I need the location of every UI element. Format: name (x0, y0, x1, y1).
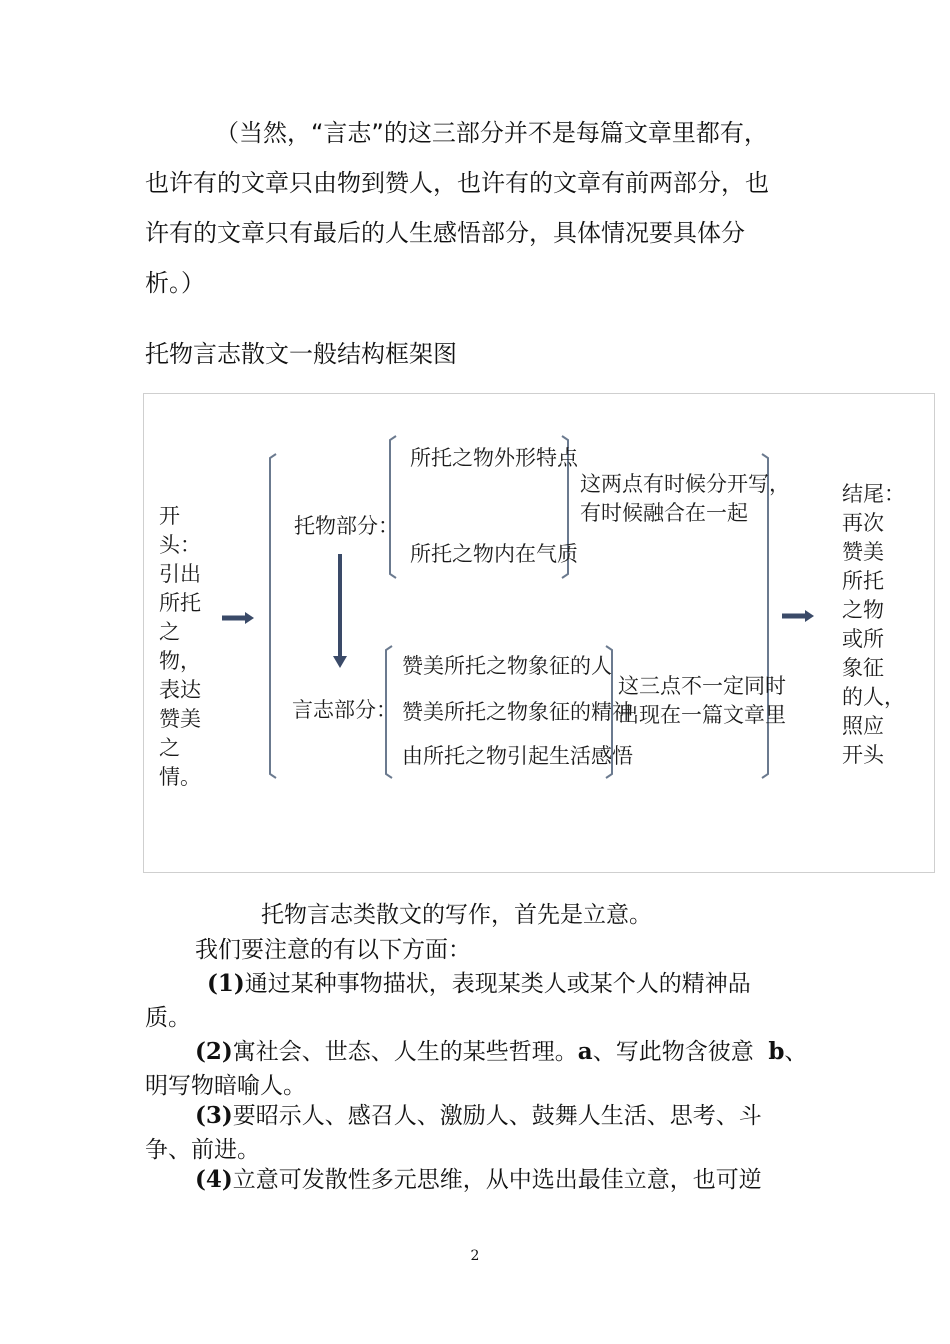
item-2-text-c: 、 (784, 1039, 808, 1065)
opening-line: 表达 (159, 678, 201, 702)
item-1-number: (1) (207, 970, 245, 997)
opening-line: 开头： (159, 504, 201, 557)
item-3-text-cont: 争、前进。 (145, 1137, 260, 1163)
bracket-main-left (270, 454, 276, 778)
ending-line: 的人， (842, 685, 905, 709)
intro-line-3: 许有的文章只有最后的人生感悟部分，具体情况要具体分 (145, 219, 745, 247)
item-2-text-a: 寓社会、世态、人生的某些哲理。 (232, 1039, 578, 1065)
body-item-1 (145, 967, 810, 1035)
opening-line: 引出 (159, 562, 201, 586)
item-3-text: 要昭示人、感召人、激励人、鼓舞人生活、思考、斗 (232, 1103, 762, 1129)
tuowu-note (580, 470, 790, 528)
item-4-number: (4) (195, 1166, 233, 1193)
ending-line: 再次 (842, 511, 884, 535)
ending-line: 开头 (842, 743, 884, 767)
item-1-text: 通过某种事物描状，表现某类人或某个人的精神品 (244, 971, 751, 997)
opening-line: 所托 (159, 591, 201, 615)
opening-line: 之物， (159, 620, 201, 673)
body-p2 (145, 933, 810, 967)
body-item-2 (145, 1035, 810, 1103)
body-p1 (145, 898, 821, 932)
arrow-right-head (805, 610, 814, 622)
tuowu-item-temperament: 所托之物内在气质 (410, 542, 578, 566)
item-3-number: (3) (195, 1102, 233, 1129)
body-p2-text: 我们要注意的有以下方面： (195, 937, 471, 963)
structure-diagram (143, 393, 935, 873)
yanzhi-note-line: 出现在一篇文章里 (618, 703, 786, 727)
yanzhi-item-spirit: 赞美所托之物象征的精神 (402, 700, 633, 724)
opening-line: 赞美 (159, 707, 201, 731)
intro-line-4: 析。） (145, 269, 205, 297)
opening-line: 之情。 (159, 736, 201, 789)
yanzhi-item-insight: 由所托之物引起生活感悟 (402, 744, 633, 768)
tuowu-note-line: 这两点有时候分开写， (580, 472, 790, 496)
opening-column (159, 502, 221, 792)
ending-line: 结尾： (842, 482, 905, 506)
diagram-heading: 托物言志散文一般结构框架图 (145, 340, 457, 368)
item-2-text-b: 、写此物含彼意 (592, 1039, 769, 1065)
intro-line-1 (145, 108, 825, 158)
intro-line-1-text: （当然，“言志”的这三部分并不是每篇文章里都有， (215, 119, 768, 147)
item-2-number: (2) (195, 1038, 233, 1065)
tuowu-item-appearance: 所托之物外形特点 (410, 446, 578, 470)
ending-line: 所托 (842, 569, 884, 593)
yanzhi-item-person: 赞美所托之物象征的人 (402, 654, 612, 678)
yanzhi-label: 言志部分： (292, 698, 397, 722)
bracket-tuowu-left (390, 436, 396, 578)
ending-line: 或所 (842, 627, 884, 651)
body-p1-text: 托物言志类散文的写作，首先是立意。 (261, 902, 652, 928)
ending-line: 之物 (842, 598, 884, 622)
item-1-text-cont: 质。 (145, 1005, 191, 1031)
arrow-down-head (333, 656, 347, 668)
body-item-3 (145, 1099, 810, 1167)
intro-line-2: 也许有的文章只由物到赞人，也许有的文章有前两部分，也 (145, 169, 769, 197)
ending-column (842, 480, 906, 770)
ending-line: 照应 (842, 714, 884, 738)
item-2-marker-b: b (768, 1038, 785, 1065)
tuowu-label: 托物部分： (294, 514, 399, 538)
yanzhi-note (618, 672, 786, 730)
yanzhi-note-line: 这三点不一定同时 (618, 674, 786, 698)
arrow-left-head (245, 612, 254, 624)
item-4-text: 立意可发散性多元思维，从中选出最佳立意，也可逆 (232, 1167, 762, 1193)
item-2-marker-a: a (577, 1038, 593, 1065)
ending-line: 象征 (842, 656, 884, 680)
item-2-text-cont: 明写物暗喻人。 (145, 1073, 306, 1099)
page-number: 2 (470, 1248, 480, 1264)
tuowu-note-line: 有时候融合在一起 (580, 501, 748, 525)
body-item-4 (145, 1163, 810, 1197)
ending-line: 赞美 (842, 540, 884, 564)
